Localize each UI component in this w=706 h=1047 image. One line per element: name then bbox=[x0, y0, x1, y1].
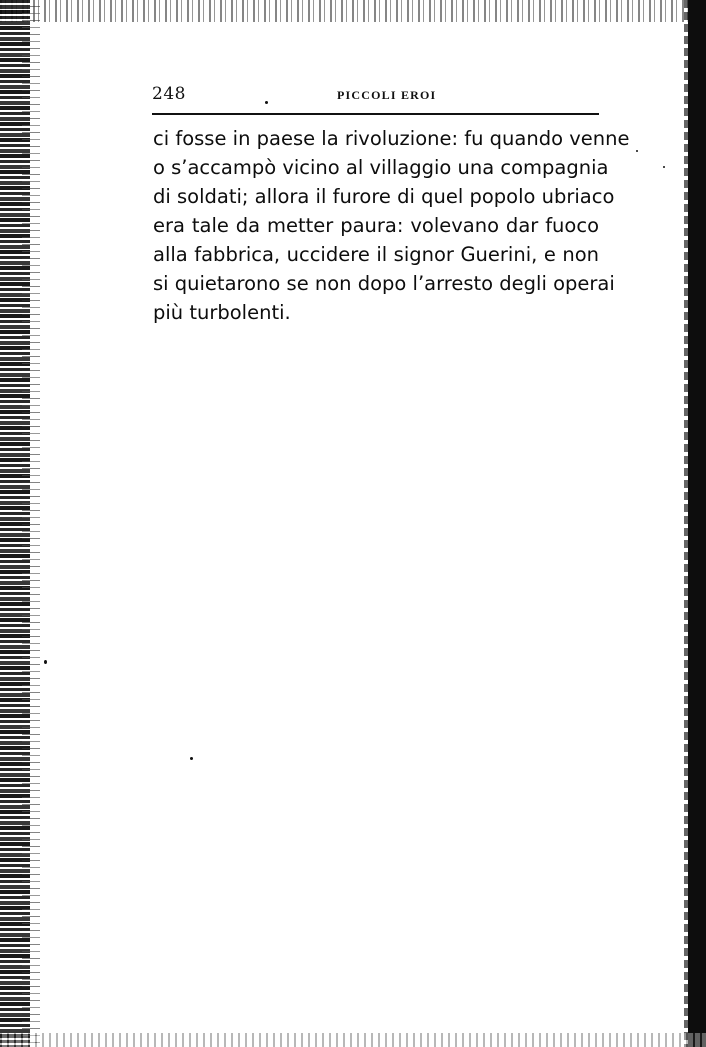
scan-edge-left-fade bbox=[22, 0, 40, 1047]
scan-edge-right bbox=[688, 0, 706, 1047]
ink-speck bbox=[636, 150, 638, 152]
scan-edge-bottom bbox=[0, 1033, 706, 1047]
text-line: era tale da metter paura: volevano dar fuoco bbox=[153, 214, 599, 237]
text-line: più turbolenti. bbox=[153, 301, 291, 324]
text-line: di soldati; allora il furore di quel popolo ubriaco bbox=[153, 185, 615, 208]
ink-speck bbox=[663, 166, 665, 168]
running-head bbox=[152, 84, 598, 108]
ink-speck bbox=[44, 660, 47, 664]
scan-edge-top bbox=[0, 0, 706, 22]
page-number: 248 bbox=[152, 84, 186, 104]
text-line: ci fosse in paese la rivoluzione: fu quando venne bbox=[153, 127, 630, 150]
text-line: si quietarono se non dopo l’arresto degli operai bbox=[153, 272, 615, 295]
header-rule bbox=[152, 113, 599, 115]
ink-speck bbox=[190, 757, 193, 760]
text-line: alla fabbrica, uccidere il signor Guerini, e non bbox=[153, 243, 599, 266]
text-line: o s’accampò vicino al villaggio una compagnia bbox=[153, 156, 609, 179]
body-text bbox=[153, 124, 630, 327]
running-title: PICCOLI EROI bbox=[337, 88, 437, 102]
